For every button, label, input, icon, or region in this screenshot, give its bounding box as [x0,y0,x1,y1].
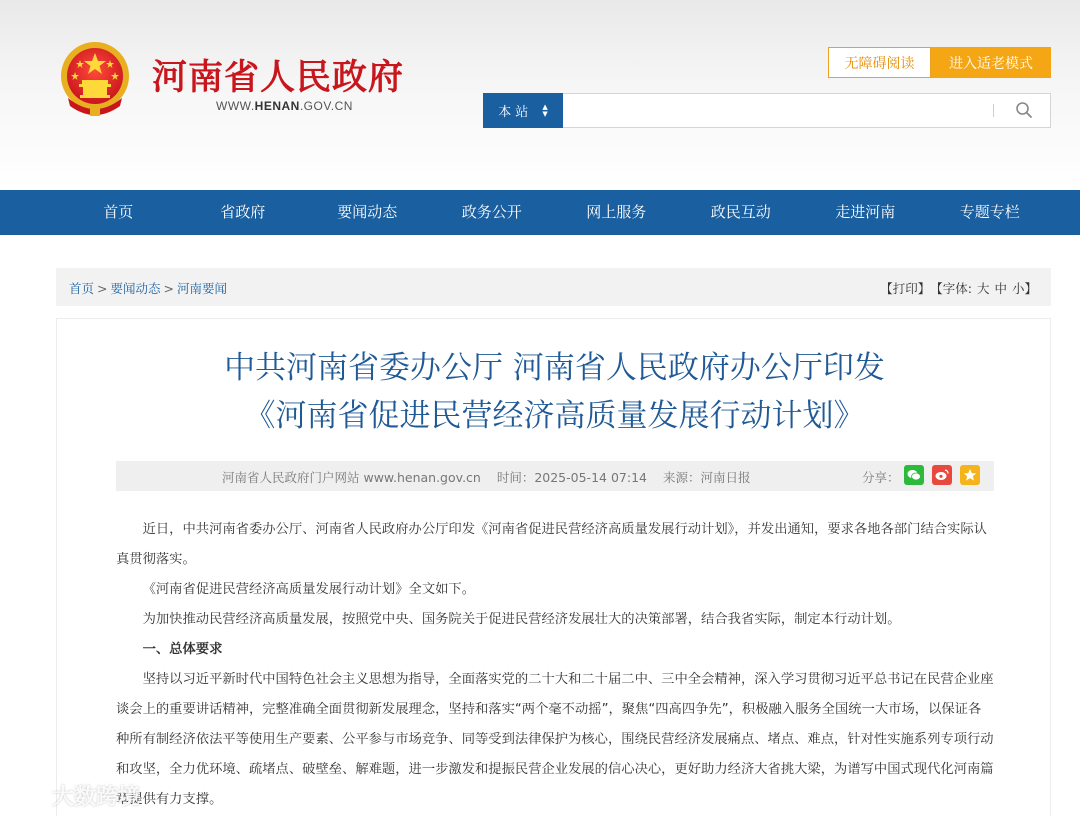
article-section-heading: 一、总体要求 [142,642,223,657]
nav-item-online-services[interactable]: 网上服务 [586,203,647,221]
font-medium-button[interactable]: 中 [994,281,1007,296]
article-title [57,344,1052,440]
nav-item-about-henan[interactable]: 走进河南 [835,203,896,221]
accessibility-reading-button[interactable]: 无障碍阅读 [828,47,931,78]
watermark-logo-icon [8,784,48,808]
font-large-button[interactable]: 大 [976,281,990,296]
search-scope-label: 本站 [498,105,533,120]
font-size-suffix: 】 [1024,281,1037,296]
site-name: 河南省人民政府 [152,57,405,98]
breadcrumb-link-home[interactable]: 首页 [69,281,95,296]
nav-item-provincial-government[interactable]: 省政府 [220,203,266,221]
article-container [56,318,1051,816]
article-title-line-2: 《河南省促进民营经济高质量发展行动计划》 [244,398,865,434]
article-source-site: 河南省人民政府门户网站 www.henan.gov.cn [222,470,481,485]
article-origin: 来源：河南日报 [662,470,751,485]
site-url-suffix: .GOV.CN [299,99,353,113]
nav-item-interaction[interactable]: 政民互动 [710,203,771,221]
article-paragraph: 为加快推动民营经济高质量发展，按照党中央、国务院关于促进民营经济发展壮大的决策部署，结合我省实际，制定本行动计划。 [142,612,901,627]
site-header [0,0,1080,190]
breadcrumb-link-henan-news[interactable]: 河南要闻 [177,281,228,296]
search-divider [993,104,994,117]
article-paragraph: 近日，中共河南省委办公厅、河南省人民政府办公厅印发《河南省促进民营经济高质量发展行动计划》，并发出通知，要求各地各部门结合实际认真贯彻落实。 [116,522,987,567]
article-time: 时间：2025-05-14 07:14 [496,470,647,485]
nav-item-home[interactable]: 首页 [103,203,134,221]
article-meta [116,461,994,491]
search-input[interactable] [563,93,1051,128]
site-url [216,99,353,113]
share-label: 分享： [862,470,900,485]
article-title-line-1: 中共河南省委办公厅 河南省人民政府办公厅印发 [224,350,885,386]
search-icon[interactable] [1015,101,1033,119]
updown-arrow-icon: ▲ ▼ [542,102,548,118]
qzone-share-icon[interactable] [960,465,980,485]
national-emblem-icon [58,40,132,118]
article-paragraph: 坚持以习近平新时代中国特色社会主义思想为指导，全面落实党的二十大和二十届二中、三中全会精神，深入学习贯彻习近平总书记在民营企业座谈会上的重要讲话精神，完整准确全面贯彻新发展理念，坚持和落实“两个毫不动摇”，聚焦“四高四争先”，积极融入服务全国统一大市场，以保证各种所有制经济依法平等使用生产要素、公平参与市场竞争、同等受到法律保护为核心，围绕民营经济发展痛点、堵点、难点，针对性实施系列专项行动和攻坚，全力优环境、疏堵点、破壁垒、解难题，进一步激发和提振民营企业发展的信心决心，更好助力经济大省挑大梁，为谱写中国式现代化河南篇章提供有力支撑。 [116,672,994,807]
breadcrumb [69,279,227,297]
breadcrumb-separator: > [163,281,174,296]
search-scope-select[interactable] [483,93,563,128]
article-body [116,515,994,815]
page-tools [880,279,1037,297]
watermark [8,780,140,811]
nav-item-news[interactable]: 要闻动态 [337,203,398,221]
article-paragraph: 《河南省促进民营经济高质量发展行动计划》全文如下。 [142,582,476,597]
nav-item-special-topics[interactable]: 专题专栏 [959,203,1020,221]
breadcrumb-bar [56,268,1051,306]
main-nav [0,190,1080,235]
watermark-text: 大数跨境 [52,785,141,810]
elder-mode-button[interactable]: 进入适老模式 [931,47,1051,78]
wechat-share-icon[interactable] [904,465,924,485]
site-url-domain: HENAN [254,99,300,113]
breadcrumb-separator: > [97,281,108,296]
weibo-share-icon[interactable] [932,465,952,485]
font-size-label: 【字体: [930,281,972,296]
article-meta-info [222,468,762,486]
nav-item-government-affairs[interactable]: 政务公开 [461,203,522,221]
site-url-prefix: WWW. [216,99,255,113]
breadcrumb-link-news[interactable]: 要闻动态 [110,281,161,296]
print-button[interactable]: 【打印】 [880,281,931,296]
font-small-button[interactable]: 小 [1011,281,1025,296]
